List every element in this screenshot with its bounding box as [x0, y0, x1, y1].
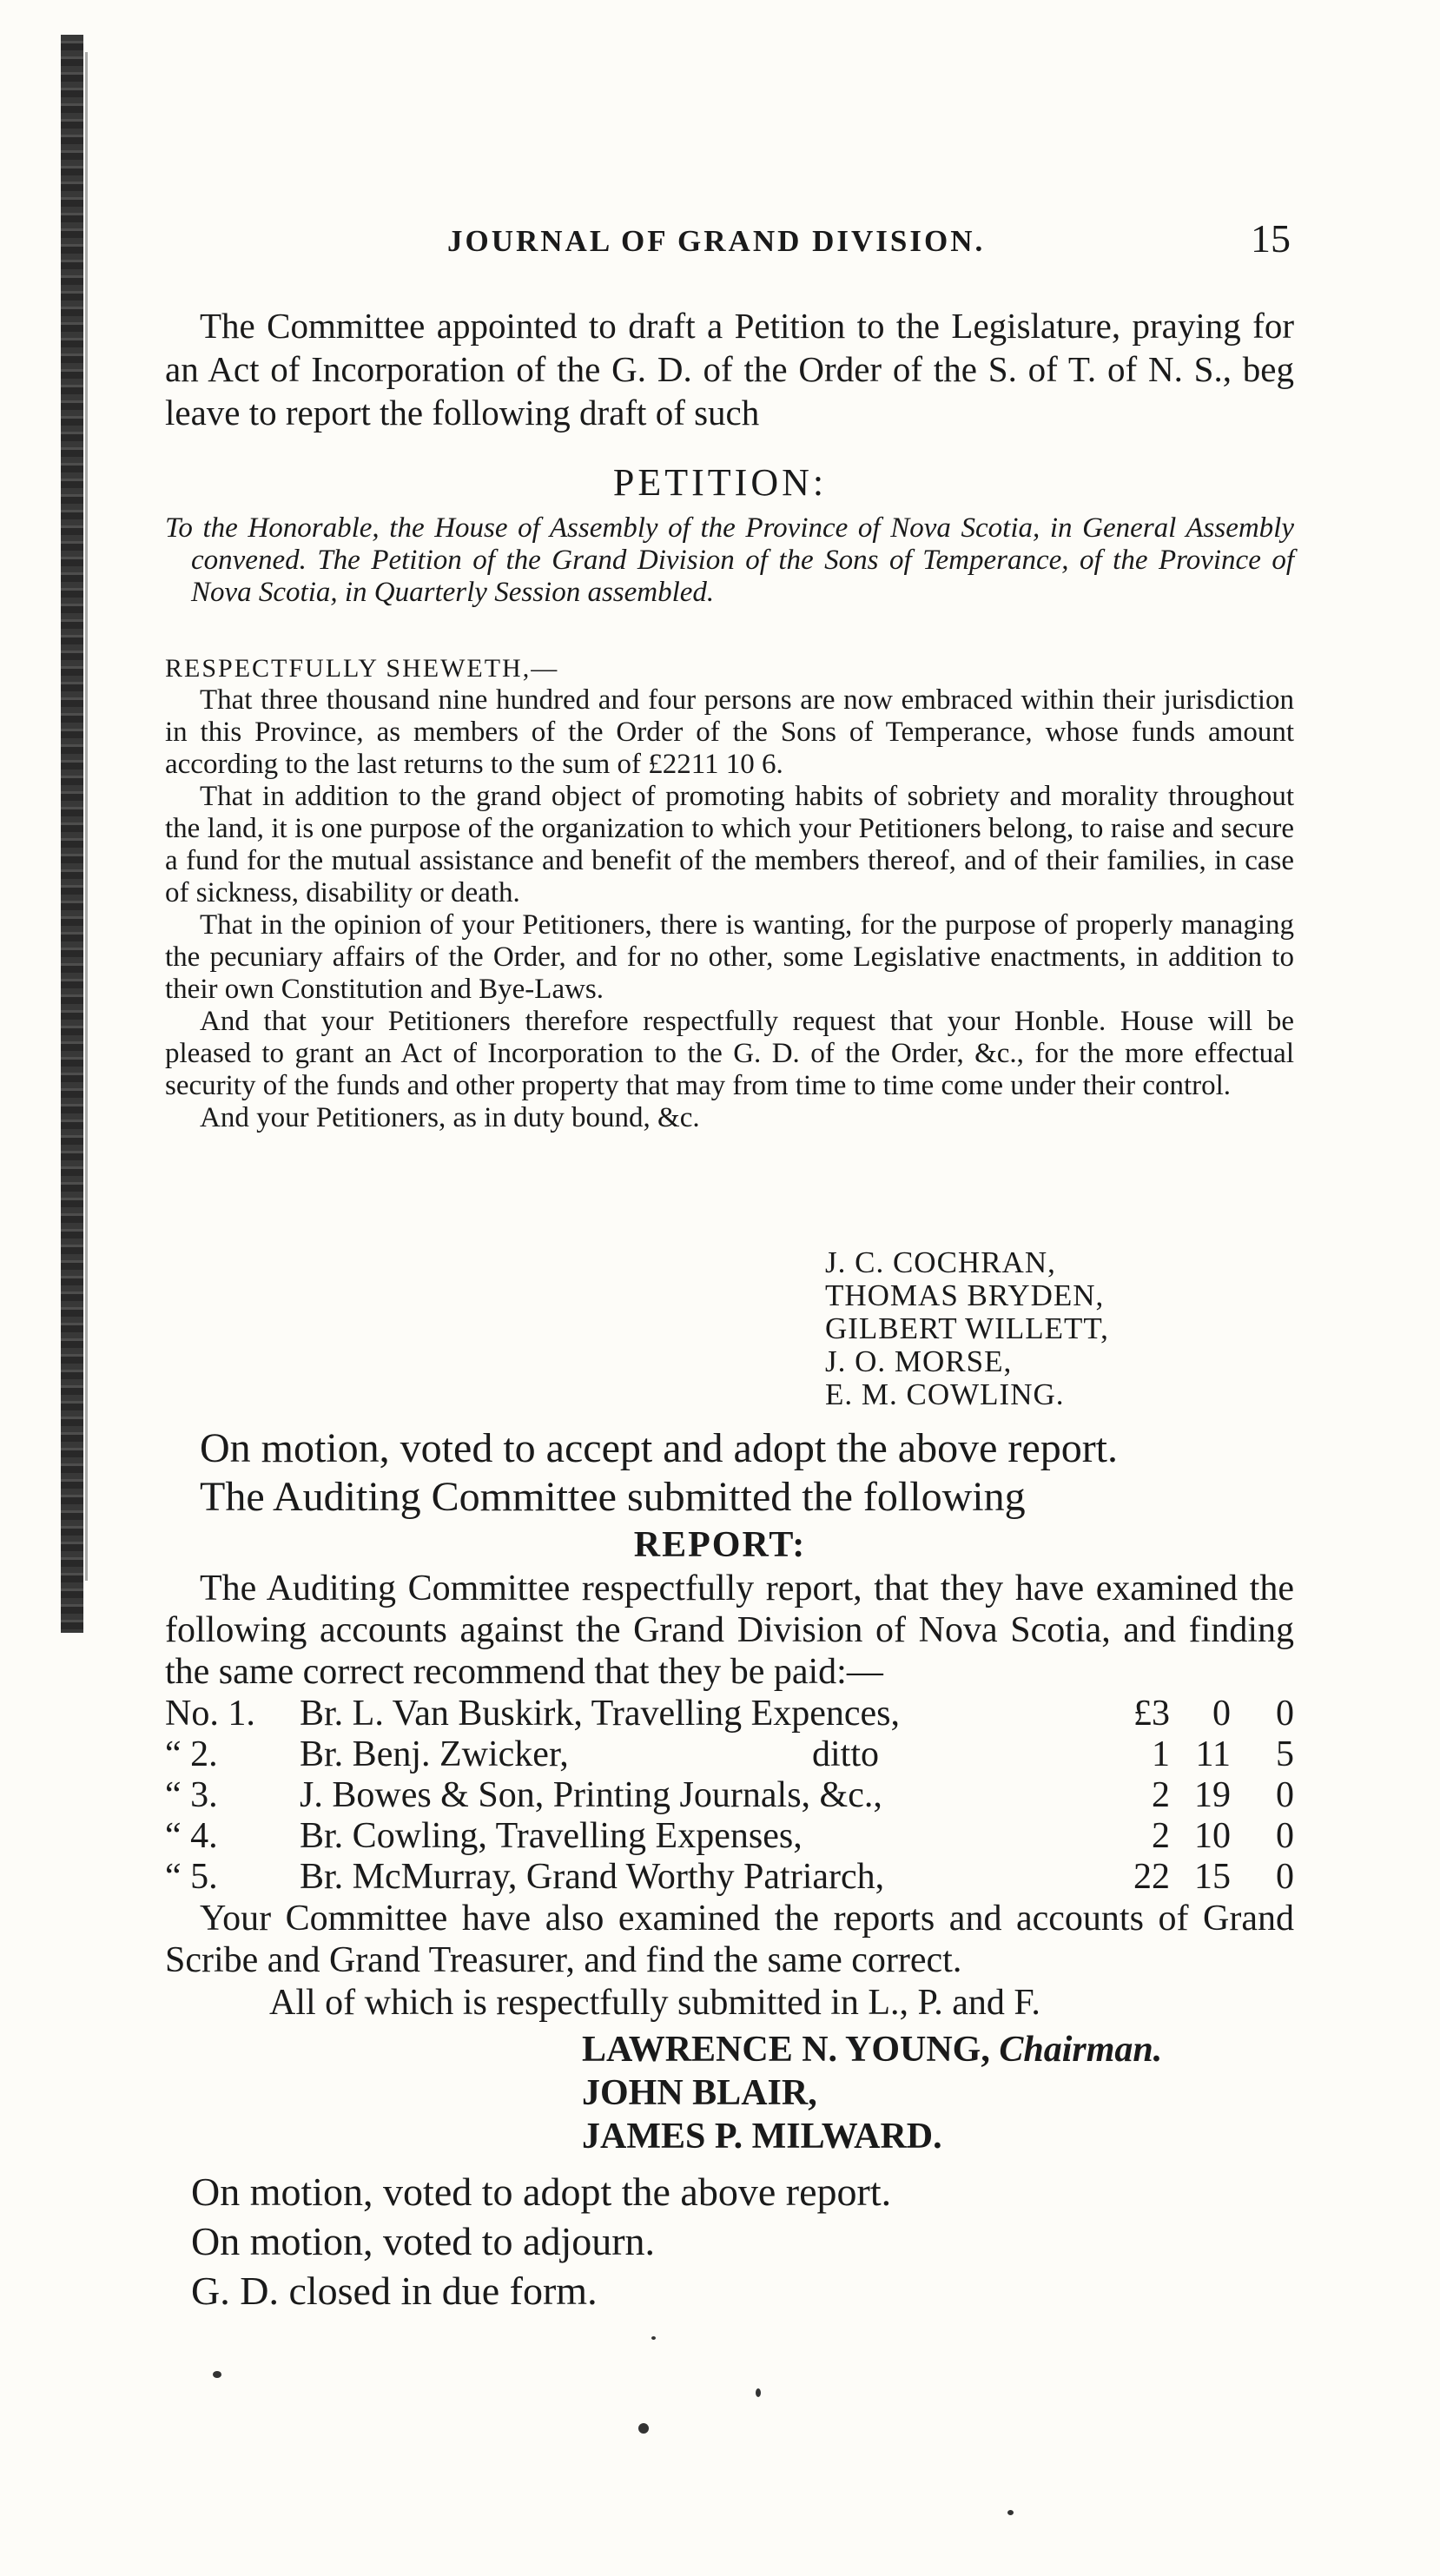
- signatory-name: JOHN BLAIR,: [582, 2073, 817, 2113]
- ink-speck: [756, 2388, 761, 2397]
- page-number: 15: [1251, 216, 1291, 261]
- signatory-name: E. M. COWLING.: [825, 1377, 1065, 1411]
- account-shillings: 19: [1194, 1775, 1231, 1815]
- final-minutes: [191, 2167, 891, 2315]
- petition-signatories: [825, 1246, 1109, 1411]
- report-signatories: [582, 2028, 1162, 2158]
- account-shillings: 0: [1212, 1694, 1231, 1734]
- account-description: J. Bowes & Son, Printing Journals, &c.,: [300, 1775, 882, 1815]
- account-row: [165, 1694, 1294, 1734]
- account-number: “ 5.: [165, 1857, 218, 1897]
- final-line: On motion, voted to adjourn.: [191, 2219, 656, 2263]
- account-description: Br. L. Van Buskirk, Travelling Expences,: [300, 1694, 901, 1734]
- signatory: [582, 2028, 1162, 2071]
- closing-text: Your Committee have also examined the reports and accounts of Grand Scribe and Grand Treasurer, and find the same correct.: [165, 1899, 1294, 1980]
- account-number: “ 2.: [165, 1734, 218, 1774]
- signatory: [582, 2115, 1162, 2158]
- account-pounds: 2: [1152, 1775, 1170, 1815]
- signatory-name: J. O. MORSE,: [825, 1344, 1013, 1378]
- committee-intro: The Committee appointed to draft a Petition to the Legislature, praying for an Act of Incorporation of the G. D. of the Order of the S. of T. of N. S., beg leave to report the following draft of such: [165, 306, 1294, 433]
- signatory-name: LAWRENCE N. YOUNG,: [582, 2030, 990, 2070]
- account-description: Br. McMurray, Grand Worthy Patriarch,: [300, 1857, 885, 1897]
- binding-edge: [61, 35, 83, 1633]
- motion-block: [165, 1424, 1294, 1522]
- ink-speck: [638, 2423, 649, 2434]
- account-number: “ 3.: [165, 1775, 218, 1815]
- account-pounds: 2: [1152, 1816, 1170, 1856]
- account-description: Br. Benj. Zwicker,: [300, 1734, 569, 1774]
- petition-salutation: RESPECTFULLY SHEWETH,—: [165, 654, 559, 683]
- petition-address: To the Honorable, the House of Assembly of the Province of Nova Scotia, in General Assembly convened. The Petition of the Grand Division of the Sons of Temperance, of the Province of Nova Scotia, in Quarterly Session assembled.: [165, 512, 1294, 608]
- signatory: [582, 2071, 1162, 2115]
- petition-heading: PETITION:: [612, 461, 828, 504]
- account-pence: 0: [1276, 1775, 1294, 1815]
- account-description: Br. Cowling, Travelling Expenses,: [300, 1816, 803, 1856]
- report-text: The Auditing Committee respectfully report, that they have examined the following accounts against the Grand Division of Nova Scotia, and finding the same correct recommend that they be paid:—: [165, 1569, 1294, 1692]
- running-title: JOURNAL OF GRAND DIVISION.: [447, 224, 986, 258]
- account-pounds: 1: [1152, 1734, 1170, 1774]
- final-line: G. D. closed in due form.: [191, 2269, 598, 2313]
- signatory-name: J. C. COCHRAN,: [825, 1245, 1056, 1279]
- auditing-intro: The Auditing Committee submitted the following: [200, 1474, 1026, 1520]
- signatory-name: THOMAS BRYDEN,: [825, 1278, 1105, 1312]
- petition-paragraph: And your Petitioners, as in duty bound, &c.: [200, 1102, 700, 1133]
- account-pence: 0: [1276, 1694, 1294, 1734]
- petition-paragraph: That three thousand nine hundred and four persons are now embraced within their jurisdiction in this Province, as members of the Order of the Sons of Temperance, whose funds amount according to the last returns to the sum of £2211 10 6.: [165, 684, 1294, 780]
- report-body: [165, 1568, 1294, 1693]
- report-closing: [165, 1898, 1294, 1981]
- ink-speck: [1007, 2510, 1014, 2515]
- page-header: [0, 215, 1440, 268]
- petition-body: [165, 684, 1294, 1134]
- account-row: [165, 1816, 1294, 1857]
- report-heading: REPORT:: [633, 1525, 807, 1565]
- signatory-name: GILBERT WILLETT,: [825, 1311, 1109, 1345]
- accounts-table: [165, 1694, 1294, 1898]
- account-pence: 0: [1276, 1816, 1294, 1856]
- account-number: No. 1.: [165, 1694, 255, 1734]
- account-pounds: £3: [1133, 1694, 1170, 1734]
- signatory-name: JAMES P. MILWARD.: [582, 2117, 942, 2157]
- binding-shadow: [85, 52, 88, 1581]
- account-row: [165, 1857, 1294, 1898]
- petition-paragraph: That in the opinion of your Petitioners, there is wanting, for the purpose of properly managing the pecuniary affairs of the Order, and for no other, some Legislative enactments, in addition to their own Constitution and Bye-Laws.: [165, 909, 1294, 1005]
- petition-paragraph: That in addition to the grand object of promoting habits of sobriety and morality throughout the land, it is one purpose of the organization to which your Petitioners belong, to raise and secure a fund for the mutual assistance and benefit of the members thereof, and of their families, in case of sickness, disability or death.: [165, 781, 1294, 908]
- account-pence: 5: [1276, 1734, 1294, 1774]
- ink-speck: [213, 2371, 221, 2378]
- submitted-line: All of which is respectfully submitted in L., P. and F.: [269, 1983, 1040, 2023]
- account-number: “ 4.: [165, 1816, 218, 1856]
- account-pence: 0: [1276, 1857, 1294, 1897]
- account-shillings: 15: [1194, 1857, 1231, 1897]
- motion-accept: On motion, voted to accept and adopt the above report.: [200, 1425, 1119, 1471]
- account-ditto: ditto: [812, 1734, 880, 1774]
- petition-paragraph: And that your Petitioners therefore respectfully request that your Honble. House will be pleased to grant an Act of Incorporation to the G. D. of the Order, &c., for the more effectual security of the funds and other property that may from time to time come under their control.: [165, 1006, 1294, 1101]
- account-shillings: 11: [1195, 1734, 1231, 1774]
- account-row: [165, 1775, 1294, 1816]
- account-shillings: 10: [1194, 1816, 1231, 1856]
- ink-speck: [651, 2336, 656, 2340]
- signatory-role: Chairman.: [999, 2030, 1163, 2070]
- account-pounds: 22: [1133, 1857, 1170, 1897]
- final-line: On motion, voted to adopt the above report.: [191, 2170, 892, 2214]
- account-row: [165, 1734, 1294, 1775]
